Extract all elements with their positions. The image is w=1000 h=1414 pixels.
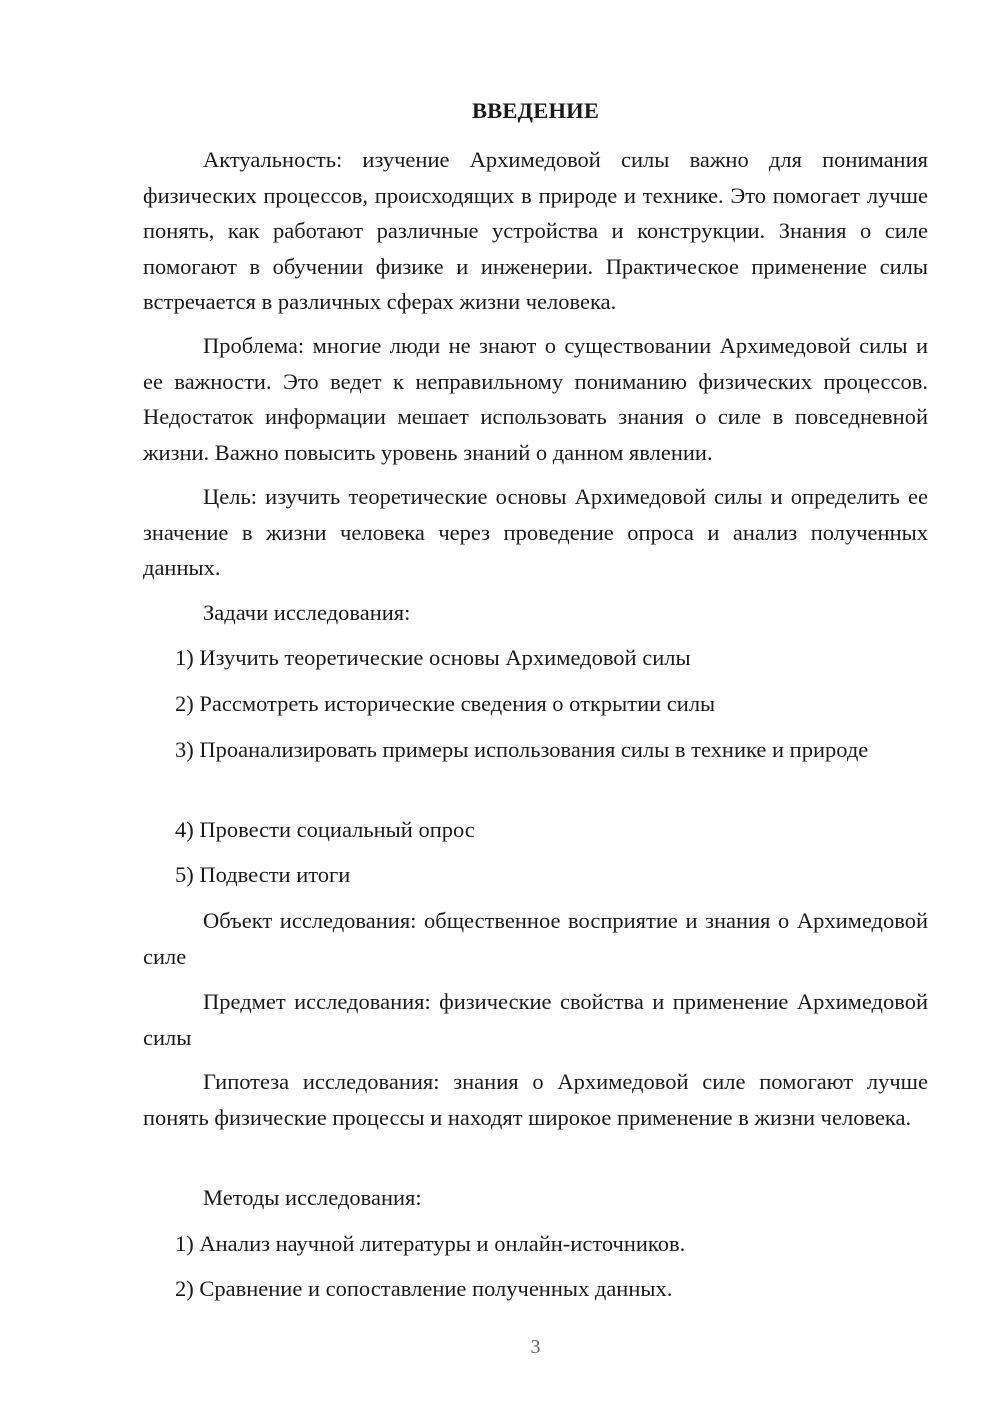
- paragraph-hypothesis: Гипотеза исследования: знания о Архимедовой силе помогают лучше понять физические процессы и находят широкое применение в жизни человека.: [143, 1069, 928, 1130]
- task-item-2: 2) Рассмотреть исторические сведения о открытии силы: [175, 691, 716, 716]
- task-item-3: 3) Проанализировать примеры использования силы в технике и природе: [175, 737, 869, 762]
- paragraph-problem: Проблема: многие люди не знают о существовании Архимедовой силы и ее важности. Это ведет к неправильному пониманию физических процессов. Недостаток информации мешает использовать знания о силе в повседневной жизни. Важно повысить уровень знаний о данном явлении.: [143, 333, 928, 465]
- paragraph-object: Объект исследования: общественное восприятие и знания о Архимедовой силе: [143, 908, 928, 969]
- tasks-heading: Задачи исследования:: [203, 600, 411, 625]
- methods-heading: Методы исследования:: [203, 1185, 422, 1210]
- page-title: ВВЕДЕНИЕ: [471, 98, 600, 123]
- task-item-1: 1) Изучить теоретические основы Архимедовой силы: [175, 645, 691, 670]
- paragraph-goal: Цель: изучить теоретические основы Архимедовой силы и определить ее значение в жизни человека через проведение опроса и анализ полученных данных.: [143, 484, 928, 580]
- page-number: 3: [530, 1336, 541, 1358]
- task-item-4: 4) Провести социальный опрос: [175, 817, 475, 842]
- paragraph-relevance: Актуальность: изучение Архимедовой силы важно для понимания физических процессов, происходящих в природе и технике. Это помогает лучше понять, как работают различные устройства и конструкции. Знания о силе помогают в обучении физике и инженерии. Практическое применение силы встречается в различных сферах жизни человека.: [143, 147, 928, 314]
- method-item-2: 2) Сравнение и сопоставление полученных данных.: [175, 1276, 673, 1301]
- task-item-5: 5) Подвести итоги: [175, 862, 351, 887]
- document-page: [143, 0, 928, 1414]
- paragraph-subject: Предмет исследования: физические свойства и применение Архимедовой силы: [143, 989, 928, 1050]
- method-item-1: 1) Анализ научной литературы и онлайн-источников.: [175, 1231, 686, 1256]
